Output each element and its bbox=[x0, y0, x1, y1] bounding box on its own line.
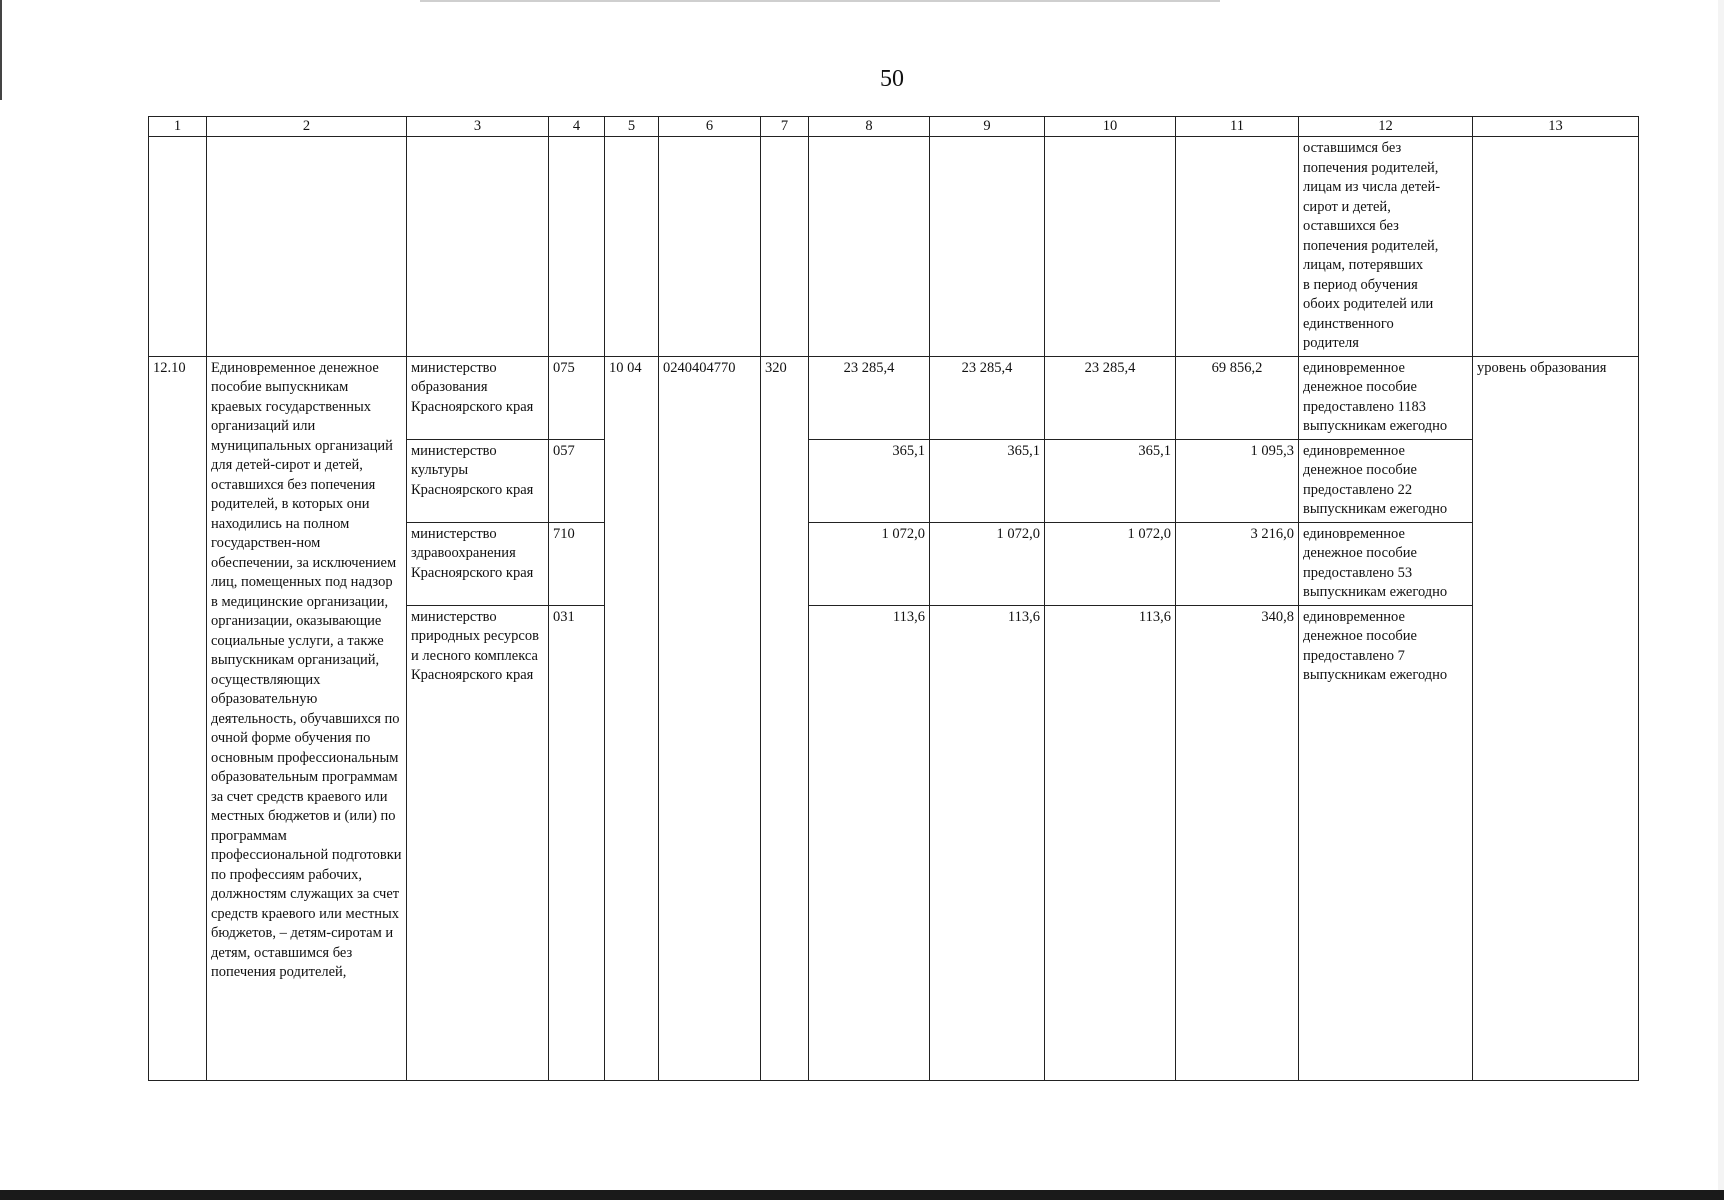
amount-year-3: 1 072,0 bbox=[1045, 522, 1176, 605]
empty-cell bbox=[809, 137, 930, 357]
indicator: уровень образования bbox=[1473, 356, 1639, 1080]
empty-cell bbox=[549, 137, 605, 357]
empty-cell bbox=[149, 137, 207, 357]
column-header: 2 bbox=[207, 117, 407, 137]
empty-cell bbox=[1045, 137, 1176, 357]
expected-result: единовременное денежное пособие предоставлено 7 выпускникам ежегодно bbox=[1299, 605, 1473, 1080]
column-header: 13 bbox=[1473, 117, 1639, 137]
empty-cell bbox=[1473, 137, 1639, 357]
agency-code: 057 bbox=[549, 439, 605, 522]
agency-code: 031 bbox=[549, 605, 605, 1080]
empty-cell bbox=[207, 137, 407, 357]
amount-year-2: 365,1 bbox=[930, 439, 1045, 522]
amount-total: 340,8 bbox=[1176, 605, 1299, 1080]
column-header: 9 bbox=[930, 117, 1045, 137]
empty-cell bbox=[761, 137, 809, 357]
amount-year-2: 1 072,0 bbox=[930, 522, 1045, 605]
column-number-row bbox=[149, 117, 1639, 137]
table-row bbox=[149, 356, 1639, 439]
amount-total: 1 095,3 bbox=[1176, 439, 1299, 522]
empty-cell bbox=[930, 137, 1045, 357]
page-number-block bbox=[0, 66, 1724, 93]
empty-cell bbox=[1176, 137, 1299, 357]
empty-cell bbox=[605, 137, 659, 357]
scan-edge-right bbox=[1718, 0, 1724, 1200]
section-code: 10 04 bbox=[605, 356, 659, 1080]
amount-total: 3 216,0 bbox=[1176, 522, 1299, 605]
column-header: 10 bbox=[1045, 117, 1176, 137]
column-header: 12 bbox=[1299, 117, 1473, 137]
agency-name: министерство природных ресурсов и лесного комплекса Красноярского края bbox=[407, 605, 549, 1080]
column-header: 1 bbox=[149, 117, 207, 137]
amount-year-3: 113,6 bbox=[1045, 605, 1176, 1080]
target-article: 0240404770 bbox=[659, 356, 761, 1080]
agency-name: министерство образования Красноярского края bbox=[407, 356, 549, 439]
continuation-result-text: оставшимся без попечения родителей, лицам из числа детей- сирот и детей, оставшихся без попечения родителей, лицам, потерявших в период обучения обоих родителей или единственного родителя bbox=[1299, 137, 1473, 357]
amount-total: 69 856,2 bbox=[1176, 356, 1299, 439]
agency-name: министерство культуры Красноярского края bbox=[407, 439, 549, 522]
amount-year-2: 23 285,4 bbox=[930, 356, 1045, 439]
item-description: Единовременное денежное пособие выпускникам краевых государственных организаций или муниципальных организаций для детей-сирот и детей, оставшихся без попечения родителей, в которых они находились на полном государствен-ном обеспечении, за исключением лиц, помещенных под надзор в медицинские организации, организации, оказывающие социальные услуги, а также выпускникам организаций, осуществляющих образовательную деятельность, обучавшихся по очной форме обучения по основным профессиональным образовательным программам за счет средств краевого или местных бюджетов и (или) по программам профессиональной подготовки по профессиям рабочих, должностям служащих за счет средств краевого или местных бюджетов, – детям-сиротам и детям, оставшимся без попечения родителей, bbox=[207, 356, 407, 1080]
expected-result: единовременное денежное пособие предоставлено 1183 выпускникам ежегодно bbox=[1299, 356, 1473, 439]
empty-cell bbox=[407, 137, 549, 357]
amount-year-3: 23 285,4 bbox=[1045, 356, 1176, 439]
scan-edge-top bbox=[420, 0, 1220, 2]
expected-result: единовременное денежное пособие предоставлено 53 выпускникам ежегодно bbox=[1299, 522, 1473, 605]
empty-cell bbox=[659, 137, 761, 357]
column-header: 8 bbox=[809, 117, 930, 137]
amount-year-1: 113,6 bbox=[809, 605, 930, 1080]
amount-year-1: 23 285,4 bbox=[809, 356, 930, 439]
program-measures-table bbox=[148, 116, 1639, 1081]
column-header: 5 bbox=[605, 117, 659, 137]
column-header: 7 bbox=[761, 117, 809, 137]
agency-code: 710 bbox=[549, 522, 605, 605]
continuation-row bbox=[149, 137, 1639, 357]
item-number: 12.10 bbox=[149, 356, 207, 1080]
scan-edge-bottom bbox=[0, 1190, 1724, 1200]
column-header: 6 bbox=[659, 117, 761, 137]
expense-type: 320 bbox=[761, 356, 809, 1080]
column-header: 3 bbox=[407, 117, 549, 137]
agency-name: министерство здравоохранения Красноярского края bbox=[407, 522, 549, 605]
amount-year-1: 1 072,0 bbox=[809, 522, 930, 605]
page-number: 50 bbox=[880, 66, 904, 92]
amount-year-2: 113,6 bbox=[930, 605, 1045, 1080]
column-header: 4 bbox=[549, 117, 605, 137]
agency-code: 075 bbox=[549, 356, 605, 439]
column-header: 11 bbox=[1176, 117, 1299, 137]
amount-year-1: 365,1 bbox=[809, 439, 930, 522]
expected-result: единовременное денежное пособие предоставлено 22 выпускникам ежегодно bbox=[1299, 439, 1473, 522]
amount-year-3: 365,1 bbox=[1045, 439, 1176, 522]
